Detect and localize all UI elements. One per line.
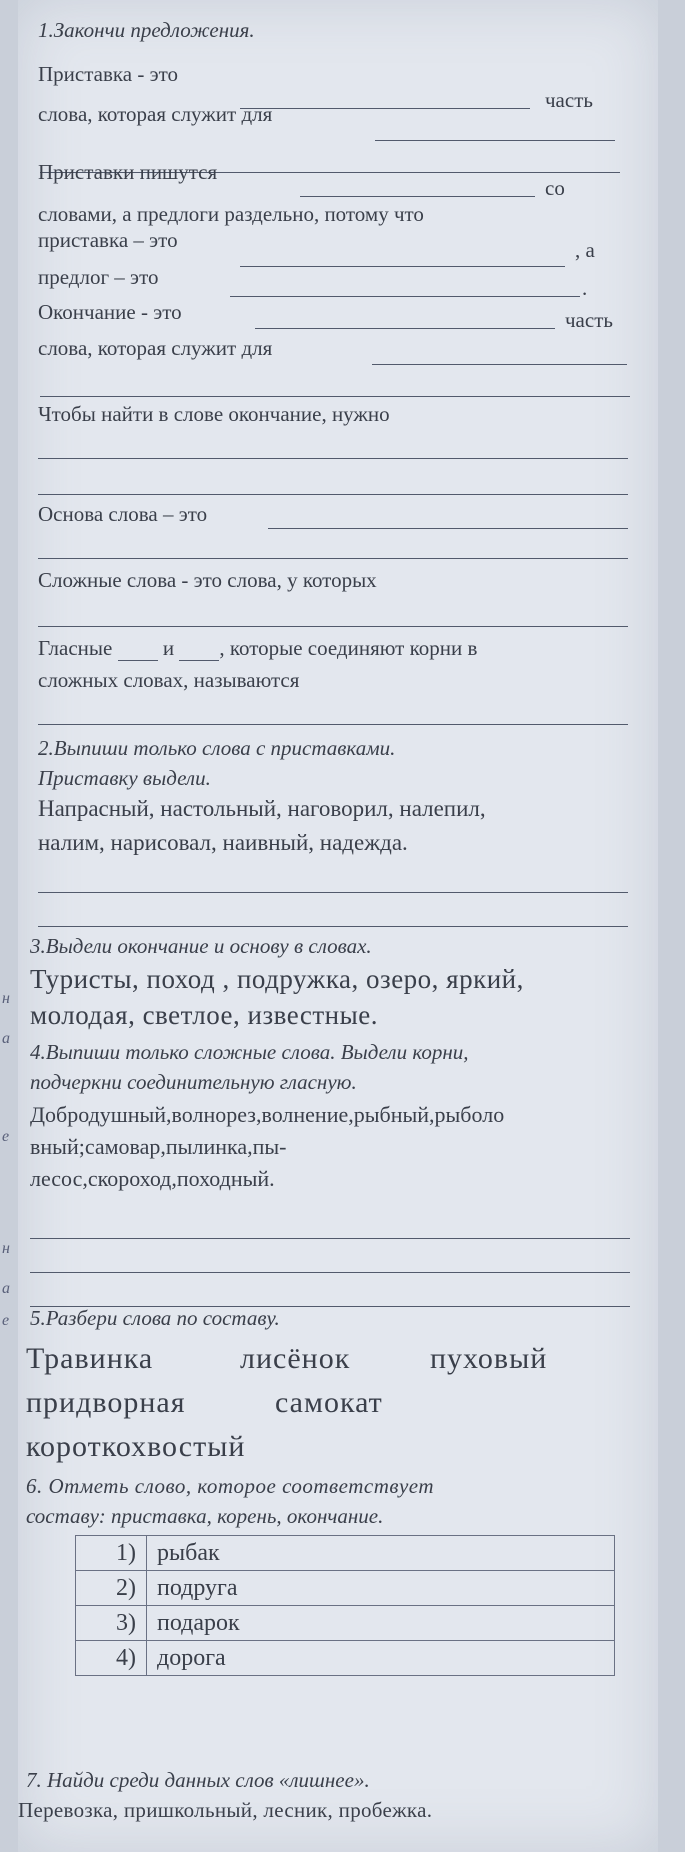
- task5-title: 5.Разбери слова по составу.: [30, 1306, 280, 1330]
- option-number: 4): [76, 1641, 147, 1676]
- option-word: рыбак: [147, 1536, 615, 1571]
- task2-title: 2.Выпиши только слова с приставками.: [38, 736, 396, 760]
- task1-line: приставка – это: [38, 228, 178, 252]
- answer-line[interactable]: [30, 1272, 630, 1273]
- task4-text: Добродушный,волнорез,волнение,рыбный,рыболо: [30, 1102, 505, 1127]
- task1-line: , а: [575, 238, 595, 262]
- options-table: [75, 1535, 615, 1676]
- answer-line[interactable]: [38, 892, 628, 893]
- task4-text: лесос,скороход,походный.: [30, 1166, 275, 1191]
- task4-text: вный;самовар,пылинка,пы-: [30, 1134, 287, 1159]
- option-row[interactable]: [76, 1641, 615, 1676]
- task1-line: Приставки пишутся: [38, 160, 218, 184]
- task1-line: предлог – это: [38, 265, 159, 289]
- margin-mark: а: [2, 1030, 10, 1047]
- answer-blank[interactable]: [179, 642, 219, 661]
- margin-mark: е: [2, 1312, 10, 1329]
- task2-subtitle: Приставку выдели.: [38, 766, 211, 790]
- task1-line: Основа слова – это: [38, 502, 208, 526]
- answer-line[interactable]: [38, 926, 628, 927]
- margin-mark: н: [2, 990, 10, 1007]
- task3-title: 3.Выдели окончание и основу в словах.: [30, 934, 372, 958]
- task1-line: со: [545, 176, 565, 200]
- task1-line: часть: [545, 88, 593, 112]
- task1-line: слова, которая служит для: [38, 336, 273, 360]
- answer-line[interactable]: [38, 494, 628, 495]
- task7-title: 7. Найди среди данных слов «лишнее».: [26, 1768, 370, 1792]
- task6-title: составу: приставка, корень, окончание.: [26, 1504, 384, 1528]
- task1-line: .: [582, 276, 588, 300]
- task5-word: самокат: [275, 1386, 383, 1419]
- option-word: дорога: [147, 1641, 615, 1676]
- task3-text: молодая, светлое, известные.: [30, 1000, 379, 1030]
- answer-line[interactable]: [230, 296, 580, 297]
- task1-line: сложных словах, называются: [38, 668, 300, 692]
- task1-line: часть: [565, 308, 613, 332]
- option-row[interactable]: [76, 1606, 615, 1641]
- margin-mark: е: [2, 1128, 10, 1145]
- task2-text: налим, нарисовал, наивный, надежда.: [38, 830, 408, 855]
- answer-line[interactable]: [38, 458, 628, 459]
- margin-mark: н: [2, 1240, 10, 1257]
- answer-line[interactable]: [38, 558, 628, 559]
- answer-line[interactable]: [255, 328, 555, 329]
- task4-title: 4.Выпиши только сложные слова. Выдели корни,: [30, 1040, 469, 1064]
- answer-line[interactable]: [268, 528, 628, 529]
- task1-connect-text: , которые соединяют корни в: [219, 636, 478, 660]
- answer-line[interactable]: [240, 266, 565, 267]
- task1-line: слова, которая служит для: [38, 102, 273, 126]
- task1-line: Чтобы найти в слове окончание, нужно: [38, 402, 390, 426]
- task5-word: Травинка: [26, 1342, 154, 1375]
- option-number: 2): [76, 1571, 147, 1606]
- task1-title: 1.Закончи предложения.: [38, 18, 255, 42]
- task5-word: лисёнок: [240, 1342, 351, 1375]
- option-word: подарок: [147, 1606, 615, 1641]
- answer-line[interactable]: [30, 1238, 630, 1239]
- answer-line[interactable]: [40, 396, 630, 397]
- task1-line: Окончание - это: [38, 300, 182, 324]
- task6-title: 6. Отметь слово, которое соответствует: [26, 1474, 435, 1498]
- task1-line: [38, 636, 477, 661]
- task1-and: и: [162, 636, 175, 660]
- task5-word: пуховый: [430, 1342, 548, 1375]
- option-number: 1): [76, 1536, 147, 1571]
- task4-title: подчеркни соединительную гласную.: [30, 1070, 357, 1094]
- task5-word: короткохвостый: [26, 1430, 246, 1463]
- task5-word: придворная: [26, 1386, 186, 1419]
- option-row[interactable]: [76, 1536, 615, 1571]
- answer-line[interactable]: [240, 108, 530, 109]
- task1-line: Сложные слова - это слова, у которых: [38, 568, 377, 592]
- task7-text: Перевозка, пришкольный, лесник, пробежка.: [18, 1798, 433, 1822]
- task3-text: Туристы, поход , подружка, озеро, яркий,: [30, 964, 524, 994]
- task1-line: словами, а предлоги раздельно, потому что: [38, 202, 424, 226]
- option-word: подруга: [147, 1571, 615, 1606]
- option-number: 3): [76, 1606, 147, 1641]
- task2-text: Напрасный, настольный, наговорил, налепил,: [38, 796, 486, 821]
- answer-line[interactable]: [375, 140, 615, 141]
- answer-line[interactable]: [372, 364, 627, 365]
- task1-line: Приставка - это: [38, 62, 179, 86]
- answer-blank[interactable]: [118, 642, 158, 661]
- margin-mark: а: [2, 1280, 10, 1297]
- answer-line[interactable]: [300, 196, 535, 197]
- option-row[interactable]: [76, 1571, 615, 1606]
- answer-line[interactable]: [38, 724, 628, 725]
- task1-vowels-label: Гласные: [38, 636, 113, 660]
- answer-line[interactable]: [38, 626, 628, 627]
